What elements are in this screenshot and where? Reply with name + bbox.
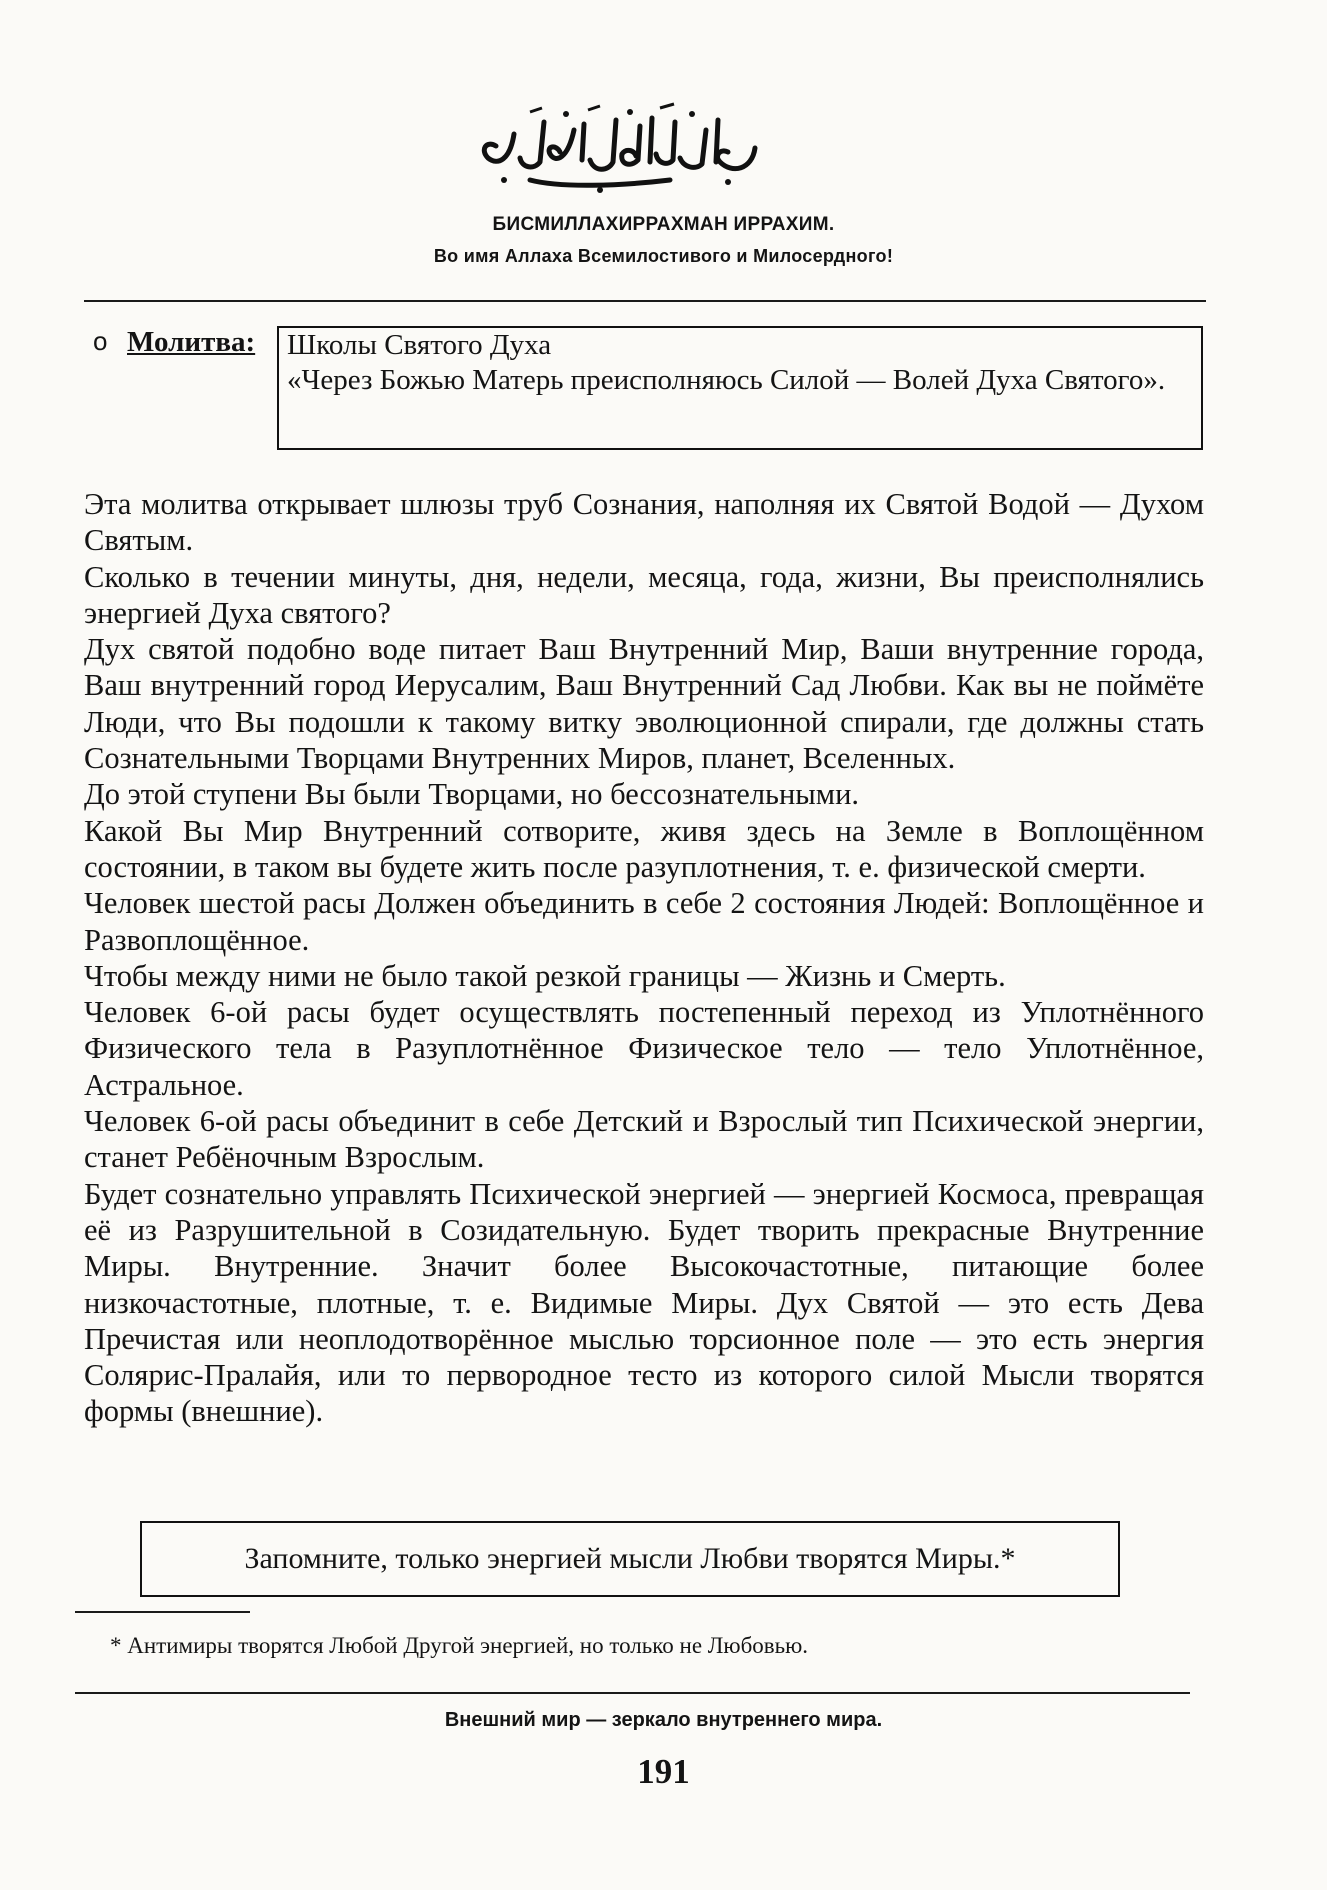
footnote-rule (75, 1611, 250, 1613)
page-number: 191 (637, 1752, 690, 1791)
body-text (84, 486, 1204, 1430)
bismillah-calligraphy (470, 100, 760, 200)
header-subtitle: Во имя Аллаха Всемилостивого и Милосердного! (433, 246, 894, 266)
paragraph: Эта молитва открывает шлюзы труб Сознания, наполняя их Святой Водой — Духом Святым. (84, 487, 1204, 558)
paragraph: До этой ступени Вы были Творцами, но бессознательными. (84, 777, 860, 812)
paragraph: Дух святой подобно воде питает Ваш Внутренний Мир, Ваши внутренние города, Ваш внутренний город Иерусалим, Ваш Внутренний Сад Любви. Как вы не поймёте Люди, что Вы подошли к такому витку эволюционной спирали, где должны стать Сознательными Творцами Внутренних Миров, планет, Вселенных. (84, 632, 1204, 776)
prayer-label: Молитва: (127, 326, 256, 358)
paragraph: Сколько в течении минуты, дня, недели, месяца, года, жизни, Вы преисполнялись энергией Духа святого? (84, 559, 1204, 630)
footnote: * Антимиры творятся Любой Другой энергией, но только не Любовью. (110, 1633, 809, 1658)
prayer-box (277, 326, 1203, 450)
callout-text: Запомните, только энергией мысли Любви творятся Миры.* (244, 1542, 1016, 1575)
paragraph: Человек 6-ой расы объединит в себе Детский и Взрослый тип Психической энергии, станет Ребёночным Взрослым. (84, 1104, 1204, 1175)
footer-divider (75, 1692, 1190, 1694)
paragraph: Чтобы между ними не было такой резкой границы — Жизнь и Смерть. (84, 958, 1006, 993)
header-divider (84, 300, 1206, 302)
prayer-school: Школы Святого Духа (287, 329, 552, 361)
paragraph: Будет сознательно управлять Психической энергией — энергией Космоса, превращая её из Разрушительной в Созидательную. Будет творить прекрасные Внутренние Миры. Внутренние. Значит более Высокочастотные, питающие более низкочастотные, плотные, т. е. Видимые Миры. Дух Святой — это есть Дева Пречистая или неоплодотворённое мыслью торсионное поле — это есть энергия Солярис-Пралайя, или то первородное тесто из которого силой Мысли творятся формы (внешние). (84, 1176, 1204, 1429)
header-title: БИСМИЛЛАХИРРАХМАН ИРРАХИМ. (492, 214, 835, 235)
paragraph: Человек 6-ой расы будет осуществлять постепенный переход из Уплотнённого Физического тела в Разуплотнённое Физическое тело — тело Уплотнённое, Астральное. (84, 995, 1204, 1102)
paragraph: Какой Вы Мир Внутренний сотворите, живя здесь на Земле в Воплощённом состоянии, в таком вы будете жить после разуплотнения, т. е. физической смерти. (84, 813, 1204, 884)
footer-motto: Внешний мир — зеркало внутреннего мира. (444, 1709, 883, 1731)
paragraph: Человек шестой расы Должен объединить в себе 2 состояния Людей: Воплощённое и Развоплощённое. (84, 886, 1204, 957)
prayer-text: «Через Божью Матерь преисполняюсь Силой — Волей Духа Святого». (287, 364, 1166, 396)
callout-box (140, 1521, 1120, 1597)
bullet-icon: о (93, 326, 108, 356)
